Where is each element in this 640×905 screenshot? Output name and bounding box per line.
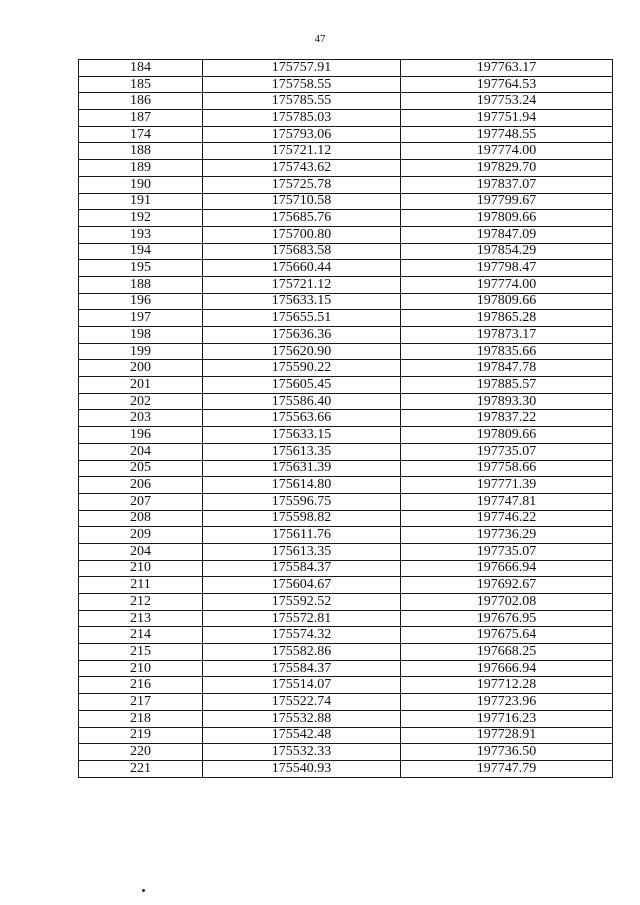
table-row <box>79 226 613 243</box>
point-number-cell: 210 <box>79 560 203 577</box>
y-coordinate-cell: 197702.08 <box>401 594 613 611</box>
point-number-cell: 191 <box>79 193 203 210</box>
coordinates-table <box>78 59 613 778</box>
y-coordinate-cell: 197809.66 <box>401 210 613 227</box>
y-coordinate-cell: 197798.47 <box>401 260 613 277</box>
x-coordinate-cell: 175605.45 <box>203 377 401 394</box>
point-number-cell: 212 <box>79 594 203 611</box>
x-coordinate-cell: 175572.81 <box>203 610 401 627</box>
y-coordinate-cell: 197854.29 <box>401 243 613 260</box>
point-number-cell: 184 <box>79 60 203 77</box>
y-coordinate-cell: 197748.55 <box>401 126 613 143</box>
y-coordinate-cell: 197736.50 <box>401 744 613 761</box>
x-coordinate-cell: 175631.39 <box>203 460 401 477</box>
table-row <box>79 610 613 627</box>
point-number-cell: 213 <box>79 610 203 627</box>
table-row <box>79 160 613 177</box>
x-coordinate-cell: 175582.86 <box>203 644 401 661</box>
x-coordinate-cell: 175633.15 <box>203 293 401 310</box>
table-row <box>79 243 613 260</box>
y-coordinate-cell: 197735.07 <box>401 543 613 560</box>
y-coordinate-cell: 197847.09 <box>401 226 613 243</box>
point-number-cell: 195 <box>79 260 203 277</box>
point-number-cell: 187 <box>79 110 203 127</box>
point-number-cell: 188 <box>79 143 203 160</box>
point-number-cell: 209 <box>79 527 203 544</box>
y-coordinate-cell: 197873.17 <box>401 327 613 344</box>
point-number-cell: 215 <box>79 644 203 661</box>
x-coordinate-cell: 175660.44 <box>203 260 401 277</box>
x-coordinate-cell: 175743.62 <box>203 160 401 177</box>
x-coordinate-cell: 175685.76 <box>203 210 401 227</box>
y-coordinate-cell: 197712.28 <box>401 677 613 694</box>
table-row <box>79 377 613 394</box>
y-coordinate-cell: 197829.70 <box>401 160 613 177</box>
table-row <box>79 276 613 293</box>
table-row <box>79 427 613 444</box>
x-coordinate-cell: 175542.48 <box>203 727 401 744</box>
x-coordinate-cell: 175613.35 <box>203 543 401 560</box>
table-row <box>79 193 613 210</box>
table-row <box>79 744 613 761</box>
point-number-cell: 218 <box>79 710 203 727</box>
point-number-cell: 200 <box>79 360 203 377</box>
y-coordinate-cell: 197666.94 <box>401 660 613 677</box>
table-row <box>79 760 613 777</box>
x-coordinate-cell: 175586.40 <box>203 393 401 410</box>
point-number-cell: 194 <box>79 243 203 260</box>
table-row <box>79 327 613 344</box>
point-number-cell: 219 <box>79 727 203 744</box>
y-coordinate-cell: 197764.53 <box>401 76 613 93</box>
y-coordinate-cell: 197809.66 <box>401 293 613 310</box>
x-coordinate-cell: 175592.52 <box>203 594 401 611</box>
table-row <box>79 293 613 310</box>
table-row <box>79 76 613 93</box>
point-number-cell: 217 <box>79 694 203 711</box>
y-coordinate-cell: 197893.30 <box>401 393 613 410</box>
table-row <box>79 660 613 677</box>
y-coordinate-cell: 197716.23 <box>401 710 613 727</box>
point-number-cell: 189 <box>79 160 203 177</box>
x-coordinate-cell: 175725.78 <box>203 176 401 193</box>
y-coordinate-cell: 197675.64 <box>401 627 613 644</box>
y-coordinate-cell: 197668.25 <box>401 644 613 661</box>
x-coordinate-cell: 175710.58 <box>203 193 401 210</box>
y-coordinate-cell: 197763.17 <box>401 60 613 77</box>
y-coordinate-cell: 197758.66 <box>401 460 613 477</box>
table-row <box>79 543 613 560</box>
y-coordinate-cell: 197751.94 <box>401 110 613 127</box>
table-row <box>79 393 613 410</box>
y-coordinate-cell: 197799.67 <box>401 193 613 210</box>
point-number-cell: 210 <box>79 660 203 677</box>
x-coordinate-cell: 175532.33 <box>203 744 401 761</box>
x-coordinate-cell: 175655.51 <box>203 310 401 327</box>
point-number-cell: 196 <box>79 427 203 444</box>
point-number-cell: 196 <box>79 293 203 310</box>
point-number-cell: 206 <box>79 477 203 494</box>
x-coordinate-cell: 175532.88 <box>203 710 401 727</box>
x-coordinate-cell: 175563.66 <box>203 410 401 427</box>
y-coordinate-cell: 197809.66 <box>401 427 613 444</box>
y-coordinate-cell: 197736.29 <box>401 527 613 544</box>
y-coordinate-cell: 197728.91 <box>401 727 613 744</box>
y-coordinate-cell: 197835.66 <box>401 343 613 360</box>
point-number-cell: 203 <box>79 410 203 427</box>
table-row <box>79 510 613 527</box>
x-coordinate-cell: 175793.06 <box>203 126 401 143</box>
table-row <box>79 93 613 110</box>
point-number-cell: 185 <box>79 76 203 93</box>
table-row <box>79 176 613 193</box>
x-coordinate-cell: 175604.67 <box>203 577 401 594</box>
table-row <box>79 694 613 711</box>
table-row <box>79 126 613 143</box>
point-number-cell: 205 <box>79 460 203 477</box>
point-number-cell: 188 <box>79 276 203 293</box>
y-coordinate-cell: 197837.22 <box>401 410 613 427</box>
x-coordinate-cell: 175613.35 <box>203 443 401 460</box>
point-number-cell: 193 <box>79 226 203 243</box>
table-row <box>79 110 613 127</box>
y-coordinate-cell: 197774.00 <box>401 276 613 293</box>
point-number-cell: 208 <box>79 510 203 527</box>
table-row <box>79 594 613 611</box>
y-coordinate-cell: 197692.67 <box>401 577 613 594</box>
table-row <box>79 143 613 160</box>
y-coordinate-cell: 197771.39 <box>401 477 613 494</box>
x-coordinate-cell: 175598.82 <box>203 510 401 527</box>
point-number-cell: 207 <box>79 493 203 510</box>
y-coordinate-cell: 197676.95 <box>401 610 613 627</box>
x-coordinate-cell: 175596.75 <box>203 493 401 510</box>
table-row <box>79 710 613 727</box>
table-row <box>79 343 613 360</box>
table-row <box>79 410 613 427</box>
point-number-cell: 186 <box>79 93 203 110</box>
table-row <box>79 210 613 227</box>
x-coordinate-cell: 175540.93 <box>203 760 401 777</box>
scan-speck <box>142 889 145 892</box>
x-coordinate-cell: 175611.76 <box>203 527 401 544</box>
x-coordinate-cell: 175785.03 <box>203 110 401 127</box>
y-coordinate-cell: 197747.79 <box>401 760 613 777</box>
page-number: 47 <box>314 33 326 45</box>
x-coordinate-cell: 175584.37 <box>203 560 401 577</box>
x-coordinate-cell: 175721.12 <box>203 143 401 160</box>
y-coordinate-cell: 197747.81 <box>401 493 613 510</box>
y-coordinate-cell: 197847.78 <box>401 360 613 377</box>
point-number-cell: 202 <box>79 393 203 410</box>
coordinates-table-body <box>79 60 613 778</box>
point-number-cell: 220 <box>79 744 203 761</box>
point-number-cell: 199 <box>79 343 203 360</box>
table-row <box>79 443 613 460</box>
y-coordinate-cell: 197746.22 <box>401 510 613 527</box>
y-coordinate-cell: 197885.57 <box>401 377 613 394</box>
y-coordinate-cell: 197735.07 <box>401 443 613 460</box>
point-number-cell: 192 <box>79 210 203 227</box>
table-row <box>79 527 613 544</box>
y-coordinate-cell: 197666.94 <box>401 560 613 577</box>
point-number-cell: 214 <box>79 627 203 644</box>
table-row <box>79 577 613 594</box>
table-row <box>79 644 613 661</box>
x-coordinate-cell: 175721.12 <box>203 276 401 293</box>
table-row <box>79 560 613 577</box>
y-coordinate-cell: 197723.96 <box>401 694 613 711</box>
x-coordinate-cell: 175614.80 <box>203 477 401 494</box>
x-coordinate-cell: 175620.90 <box>203 343 401 360</box>
x-coordinate-cell: 175757.91 <box>203 60 401 77</box>
table-row <box>79 60 613 77</box>
table-row <box>79 627 613 644</box>
point-number-cell: 216 <box>79 677 203 694</box>
x-coordinate-cell: 175700.80 <box>203 226 401 243</box>
y-coordinate-cell: 197837.07 <box>401 176 613 193</box>
x-coordinate-cell: 175785.55 <box>203 93 401 110</box>
table-row <box>79 727 613 744</box>
point-number-cell: 198 <box>79 327 203 344</box>
x-coordinate-cell: 175522.74 <box>203 694 401 711</box>
x-coordinate-cell: 175636.36 <box>203 327 401 344</box>
table-row <box>79 493 613 510</box>
table-row <box>79 310 613 327</box>
x-coordinate-cell: 175683.58 <box>203 243 401 260</box>
x-coordinate-cell: 175584.37 <box>203 660 401 677</box>
table-row <box>79 677 613 694</box>
x-coordinate-cell: 175590.22 <box>203 360 401 377</box>
y-coordinate-cell: 197774.00 <box>401 143 613 160</box>
y-coordinate-cell: 197753.24 <box>401 93 613 110</box>
point-number-cell: 211 <box>79 577 203 594</box>
table-row <box>79 477 613 494</box>
point-number-cell: 221 <box>79 760 203 777</box>
x-coordinate-cell: 175574.32 <box>203 627 401 644</box>
point-number-cell: 204 <box>79 543 203 560</box>
point-number-cell: 197 <box>79 310 203 327</box>
table-row <box>79 260 613 277</box>
x-coordinate-cell: 175514.07 <box>203 677 401 694</box>
point-number-cell: 190 <box>79 176 203 193</box>
point-number-cell: 174 <box>79 126 203 143</box>
table-row <box>79 360 613 377</box>
point-number-cell: 204 <box>79 443 203 460</box>
x-coordinate-cell: 175758.55 <box>203 76 401 93</box>
x-coordinate-cell: 175633.15 <box>203 427 401 444</box>
table-row <box>79 460 613 477</box>
point-number-cell: 201 <box>79 377 203 394</box>
y-coordinate-cell: 197865.28 <box>401 310 613 327</box>
